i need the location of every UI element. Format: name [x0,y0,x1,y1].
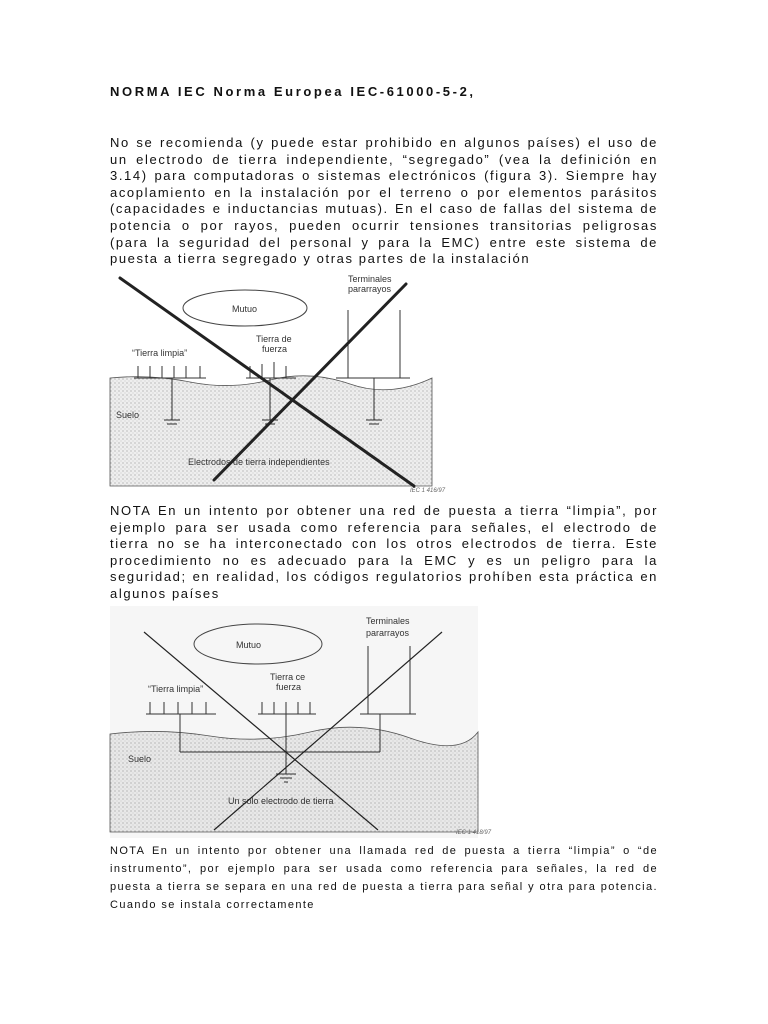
electrodes-caption: Electrodos de tierra independientes [188,457,330,467]
figure-single-electrode [110,606,492,838]
figure-independent-electrodes-drawing [110,266,446,498]
figure-independent-electrodes [110,266,446,498]
power-earth-label-line2: fuerza [276,682,302,692]
paragraph-instrument-earth-note: NOTA En un intento por obtener una llamada red de puesta a tierra “limpia” o “de instrumento”, por ejemplo para ser usada como referencia para señales, la red de puesta a tierra se separa en una red de puesta a tierra para señal y otra para potencia. Cuando se instala correctamente [110,845,658,911]
lightning-terminals-label-line1: Terminales [348,274,392,284]
mutual-label: Mutuo [232,304,258,314]
lightning-terminals-label-line1: Terminales [366,616,410,626]
soil-label: Suelo [128,754,152,764]
figure-single-electrode-drawing [110,606,492,838]
figure-code: IEC 1 418/97 [456,830,492,836]
soil-area [110,376,432,486]
mutual-label: Mutuo [236,640,262,650]
power-earth-label-line2: fuerza [262,344,288,354]
power-earth-label-line1: Tierra ce [270,672,306,682]
paragraph-segregated-electrode: No se recomienda (y puede estar prohibido en algunos países) el uso de un electrodo de tierra independiente, “segregado” (vea la definición en 3.14) para computadoras o sistemas electrónicos (figura 3). Siempre hay acoplamiento en la instalación por el terreno o por elementos parásitos (capacidades e inductancias mutuas). En el caso de fallas del sistema de potencia o por rayos, pueden ocurrir tensiones transitorias peligrosas (para la seguridad del personal y para la EMC) entre este sistema de puesta a tierra segregado y otras partes de la instalación [110,135,658,267]
soil-area [110,727,478,832]
paragraph-clean-earth-note: NOTA En un intento por obtener una red de puesta a tierra “limpia”, por ejemplo para ser usada como referencia para señales, el electrodo de tierra no se ha interconectado con los otros electrodos de tierra. Este procedimiento no es adecuado para la EMC y es un peligro para la seguridad; en realidad, los códigos regulatorios prohíben esta práctica en algunos países [110,503,658,601]
lightning-terminals-label-line2: pararrayos [366,628,410,638]
power-earth-label-line1: Tierra de [256,334,292,344]
clean-earth-label: “Tierra limpia” [132,348,188,358]
document-title: NORMA IEC Norma Europea IEC-61000-5-2, [110,84,476,99]
lightning-terminals-label-line2: pararrayos [348,284,392,294]
soil-label: Suelo [116,410,140,420]
electrode-caption: Un solo electrodo de tierra [228,796,334,806]
figure-code: IEC 1 416/97 [410,488,446,494]
clean-earth-label: “Tierra limpia” [148,684,204,694]
